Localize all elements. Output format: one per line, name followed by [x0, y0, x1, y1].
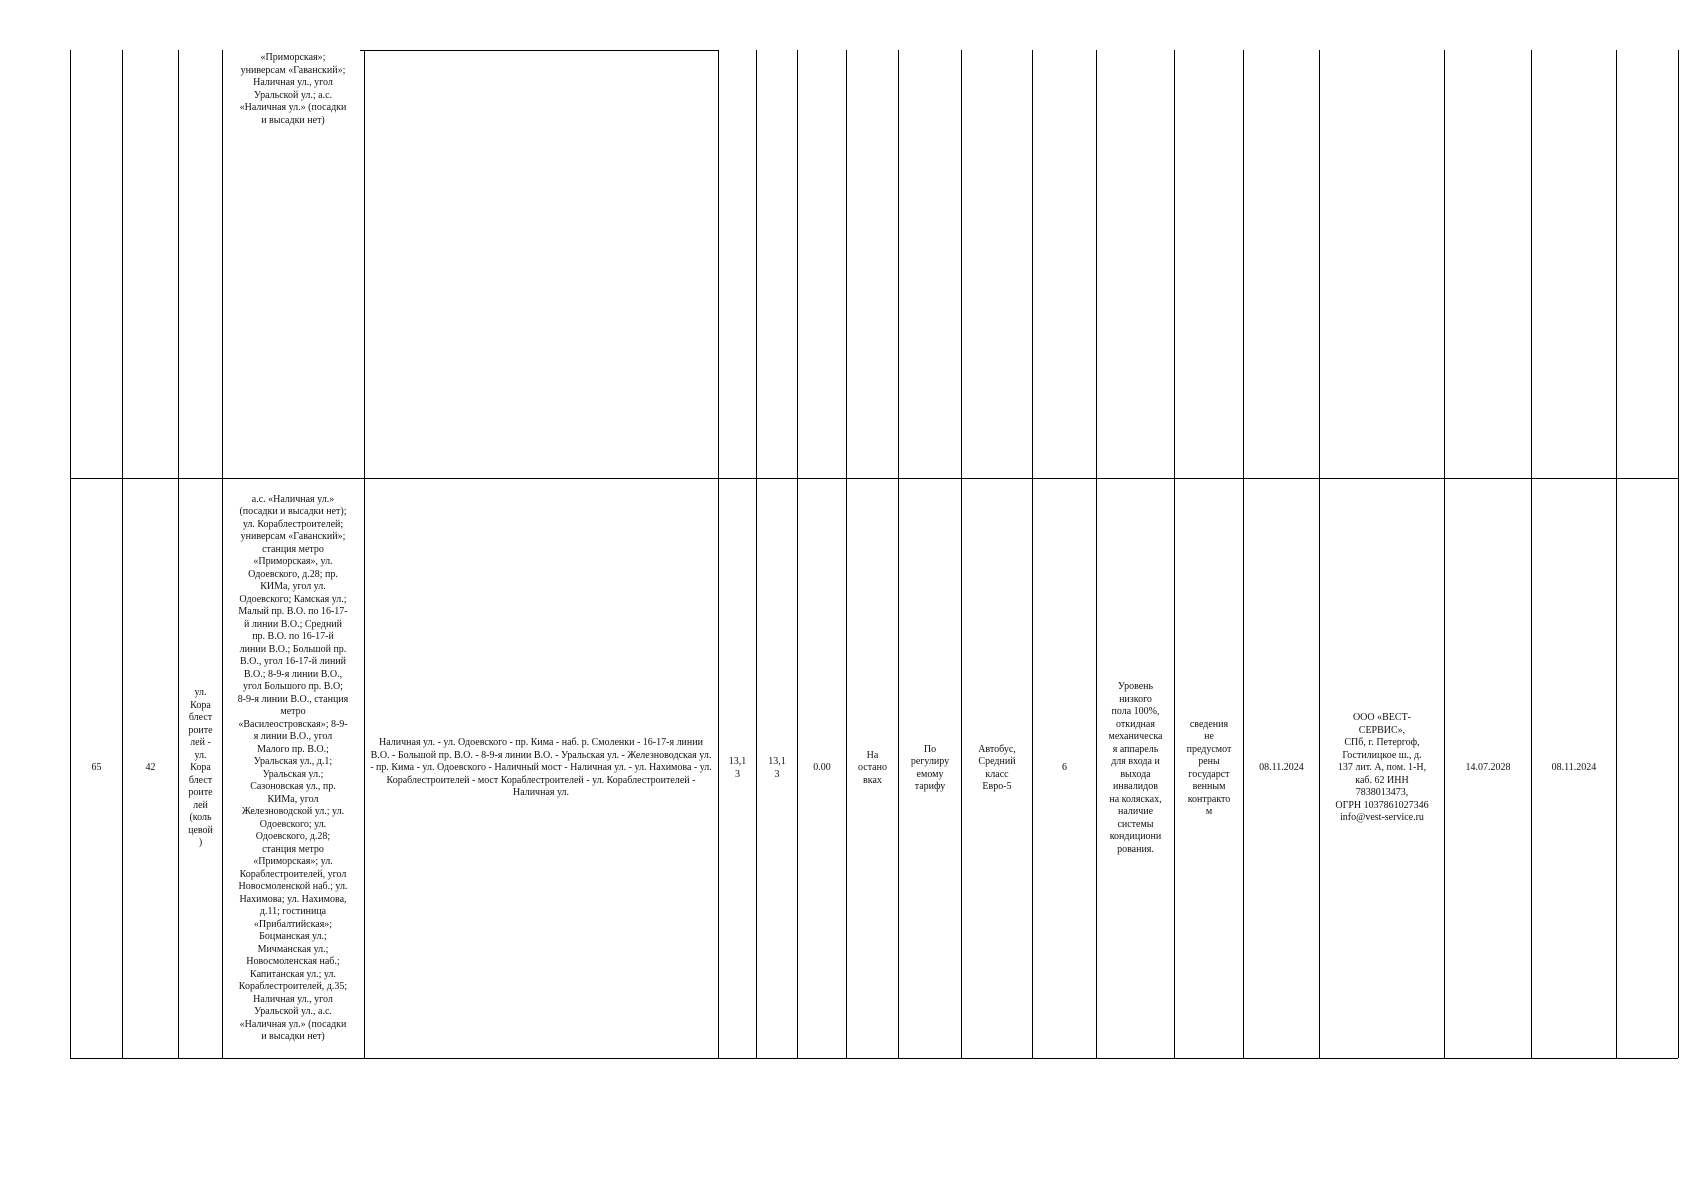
reg-number-cell: 65 — [91, 762, 102, 774]
issue-date-cell: 08.11.2024 — [1551, 762, 1597, 774]
route-name-cell: ул. Кора блест роите лей - ул. Кора блест роите лей (коль цевой ) — [188, 687, 213, 849]
streets-cell: Наличная ул. - ул. Одоевского - пр. Кима - наб. р. Смоленки - 16-17-я линии В.О. - Большой пр. В.О. - 8-9-я линии В.О. - Уральская ул. - Железноводская ул. - пр. Кима - ул. Одоевского - Наличный мост - Наличная ул. - ул. Нахимова - ул. Кораблестроителей - мост Кораблестроителей - ул. Кораблестроителей - Наличная ул. — [370, 737, 712, 799]
length-forward-cell: 13,1 3 — [728, 756, 747, 780]
stops-list-cell: а.с. «Наличная ул.» (посадки и высадки нет); ул. Кораблестроителей; универсам «Гаванский»; станция метро «Приморская», ул. Одоевского, д.28; пр. КИМа, угол ул. Одоевского; Камская ул.; Малый пр. В.О. по 16-17- й линии В.О.; Средний пр. В.О. по 16-17-й линии В.О.; Большой пр. В.О., угол 16-17-й линий В.О.; 8-9-я линии В.О., угол Большого пр. В.О; 8-9-я линии В.О., станция метро «Василеостровская»; 8-9- я линии В.О., угол Малого пр. В.О.; Уральская ул., д.1; Уральская ул.; Сазоновская ул., пр. КИМа, угол Железноводской ул.; ул. Одоевского; ул. Одоевского, д.28; станция метро «Приморская»; ул. Кораблестроителей, угол Новосмоленской наб.; ул. Нахимова; ул. Нахимова, д.11; гостиница «Прибалтийская»; Боцманская ул.; Мичманская ул.; Новосмоленская наб.; Капитанская ул.; ул. Кораблестроителей, д.35; Наличная ул., угол Уральской ул., а.с. «Наличная ул.» (посадки и высадки нет) — [237, 493, 349, 1042]
vehicle-cell: Автобус, Средний класс Евро-5 — [978, 743, 1016, 792]
col-line — [1678, 50, 1679, 1058]
contract-info-cell: сведения не предусмот рены государст венным контракто м — [1186, 718, 1232, 817]
zero-value-cell: 0.00 — [813, 762, 831, 774]
table-top-border-stops — [360, 50, 718, 51]
col-line — [364, 50, 365, 1058]
vehicle-characteristics-cell: Уровень низкого пола 100%, откидная механическа я аппарель для входа и выхода инвалидов на колясках, наличие системы кондициони рования. — [1108, 681, 1163, 855]
end-date-cell: 14.07.2028 — [1465, 762, 1511, 774]
length-backward-cell: 13,1 3 — [768, 756, 786, 780]
carrier-cell: ООО «ВЕСТ- СЕРВИС», СПб, г. Петергоф, Гостилицкое ш., д. 137 лит. А, пом. 1-Н, каб. 62 ИНН 7838013473, ОГРН 1037861027346 info@vest-service.ru — [1335, 712, 1429, 824]
table-bottom-border — [70, 1058, 1678, 1059]
stop-order-cell: На остано вках — [858, 749, 887, 786]
vehicle-count-cell: 6 — [1062, 762, 1067, 774]
prev-row-stops-cell: «Приморская»; универсам «Гаванский»; Наличная ул., угол Уральской ул.; а.с. «Наличная ул.» (посадки и высадки нет) — [239, 52, 347, 126]
tariff-cell: По регулиру емому тарифу — [910, 743, 950, 792]
start-date-cell: 08.11.2024 — [1259, 762, 1304, 774]
last-cell — [1617, 479, 1678, 1058]
route-number-cell: 42 — [145, 762, 156, 774]
